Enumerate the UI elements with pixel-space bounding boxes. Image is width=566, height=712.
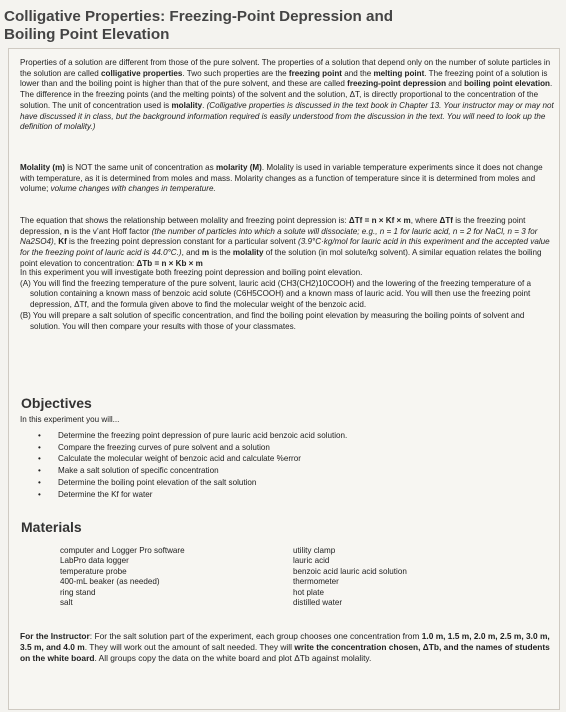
material-item: LabPro data logger: [60, 556, 129, 566]
experiment-part-b: (B) You will prepare a salt solution of specific concentration, and find the boiling point elevation by measuring the boiling points of solvent and solution. You will then compare your results with those of your classmates.: [20, 310, 525, 331]
objective-item: • Compare the freezing curves of pure solvent and a solution: [20, 442, 554, 454]
objectives-list: [20, 430, 554, 501]
experiment-lead: In this experiment you will investigate both freezing point depression and boiling point elevation.: [20, 268, 363, 277]
material-item: ring stand: [60, 587, 96, 597]
material-item: temperature probe: [60, 566, 127, 576]
materials-heading: Materials: [21, 519, 82, 535]
experiment-part-a: (A) You will find the freezing temperature of the pure solvent, lauric acid (CH3(CH2)10COOH) and the lowering of the freezing temperature of a solution containing a known mass of benzoic acid solute (C6H5COOH) and a known mass of lauric acid. You will then use the freezing point depression, ΔTf, and the formula given above to find the molecular weight of the benzoic acid.: [20, 278, 532, 310]
objective-item: • Make a salt solution of specific concentration: [20, 465, 554, 477]
content-panel: [8, 48, 560, 710]
material-item: distilled water: [293, 598, 343, 608]
material-item: computer and Logger Pro software: [60, 546, 185, 555]
material-item: benzoic acid lauric acid solution: [293, 566, 407, 576]
material-item: thermometer: [293, 577, 339, 587]
materials-list-right: [293, 546, 407, 608]
objective-item: • Determine the boiling point elevation of the salt solution: [20, 477, 554, 489]
material-item: salt: [60, 598, 73, 608]
intro-paragraph: Properties of a solution are different from those of the pure solvent. The properties of a solution that depend only on the number of solute particles in the solution are called colligative properties. Two such properties are the freezing point and the melting point. The freezing point of a solution is lower than and the boiling point is higher than that of the pure solvent, and these are called freezing-point depression and boiling point elevation. The difference in the freezing points (and the melting points) of the solvent and the solution, ΔT, is directly proportional to the concentration of the solution. The unit of concentration used is molality. (Colligative properties is discussed in the text book in Chapter 13. Your instructor may or may not have discussed it in class, but the background information required is easily understood from the discussion in the text. You will need to look up the definition of molality.): [20, 58, 554, 132]
material-item: hot plate: [293, 587, 325, 597]
material-item: 400-mL beaker (as needed): [60, 577, 160, 587]
equation-paragraph: The equation that shows the relationship between molality and freezing point depression is: ΔTf = n × Kf × m, where ΔTf is the freezing point depression, n is the v’ant Hoff factor (the number of particles into which a solute will dissociate; e.g., n = 1 for lauric acid, n = 2 for NaCl, n = 3 for Na2SO4), Kf is the freezing point depression constant for a particular solvent (3.9°C·kg/mol for lauric acid in this experiment and the accepted value for the freezing point of lauric acid is 44.0°C.), and m is the molality of the solution (in mol solute/kg solvent). A similar equation relates the boiling point elevation to concentration: ΔTb = n × Kb × m: [20, 216, 550, 268]
page-title: Colligative Properties: Freezing-Point Depression and Boiling Point Elevation: [4, 8, 394, 43]
objective-item: • Determine the Kf for water: [20, 489, 554, 501]
material-item: lauric acid: [293, 556, 330, 566]
objectives-section: [20, 415, 554, 500]
materials-list-left: [60, 546, 185, 608]
objective-item: • Calculate the molecular weight of benzoic acid and calculate %error: [20, 453, 554, 465]
instructor-note: For the Instructor: For the salt solution part of the experiment, each group chooses one concentration from 1.0 m, 1.5 m, 2.0 m, 2.5 m, 3.0 m, 3.5 m, and 4.0 m. They will work out the amount of salt needed. They will write the concentration chosen, ΔTb, and the names of students on the white board. All groups copy the data on the white board and plot ΔTb against molality.: [20, 631, 550, 664]
material-item: utility clamp: [293, 546, 336, 555]
objective-item: • Determine the freezing point depression of pure lauric acid benzoic acid solution.: [20, 430, 554, 442]
objectives-lead: In this experiment you will...: [20, 415, 120, 424]
molality-paragraph: Molality (m) is NOT the same unit of concentration as molarity (M). Molality is used in variable temperature experiments since it does not change with temperature, as it is determined from moles and mass. Molarity changes as a function of temperature since it is determined from moles and volume; volume changes with changes in temperature.: [20, 163, 543, 194]
experiment-section: [20, 268, 554, 332]
objectives-heading: Objectives: [21, 395, 92, 411]
